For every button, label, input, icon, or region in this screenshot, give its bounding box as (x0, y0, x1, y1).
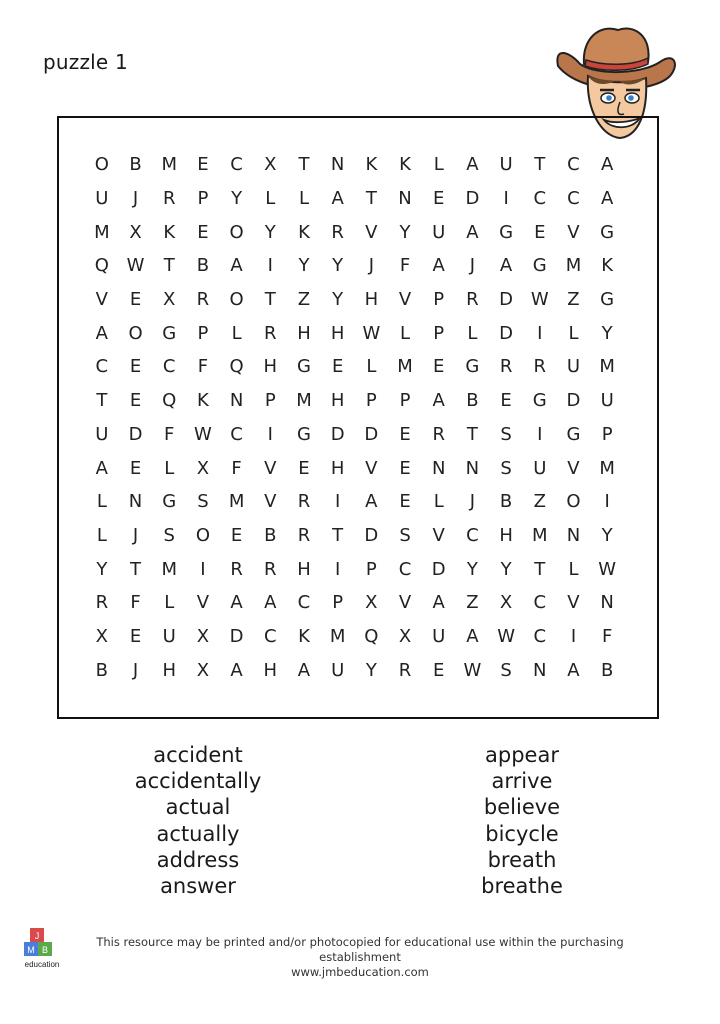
logo-letter-m: M (27, 945, 35, 955)
grid-letter: R (432, 423, 445, 445)
grid-letter: E (500, 390, 512, 412)
grid-letter: I (200, 558, 206, 580)
grid-letter: O (128, 322, 143, 344)
grid-letter: I (537, 423, 543, 445)
grid-letter: C (162, 356, 176, 378)
grid-letter: A (600, 188, 614, 210)
grid-letter: X (196, 659, 210, 681)
grid-letter: C (230, 154, 243, 176)
grid-letter: X (196, 625, 210, 647)
grid-letter: A (297, 659, 311, 681)
grid-letter: R (297, 524, 311, 546)
grid-letter: Y (96, 558, 108, 580)
grid-letter: L (298, 188, 309, 210)
grid-letter: G (600, 289, 615, 311)
grid-letter: P (197, 188, 209, 210)
grid-letter: M (599, 457, 615, 479)
grid-letter: K (298, 221, 310, 243)
word-list-left (98, 742, 298, 899)
grid-letter: G (532, 390, 547, 412)
grid-letter: L (568, 558, 579, 580)
grid-letter: C (297, 592, 311, 614)
grid-letter: R (499, 356, 513, 378)
grid-letter: R (398, 659, 412, 681)
grid-letter: I (267, 255, 273, 277)
grid-letter: A (432, 255, 445, 277)
footer-notice (70, 935, 650, 980)
grid-letter: B (129, 154, 142, 176)
puzzle-title: puzzle 1 (43, 50, 128, 74)
grid-letter: M (161, 154, 177, 176)
grid-letter: B (264, 524, 277, 546)
grid-letter: I (537, 322, 543, 344)
grid-letter: E (433, 356, 445, 378)
grid-letter: Y (298, 255, 310, 277)
grid-letter: X (196, 457, 210, 479)
grid-letter: V (398, 592, 412, 614)
grid-letter: U (95, 188, 109, 210)
grid-letter: U (533, 457, 547, 479)
grid-letter: S (500, 457, 512, 479)
grid-letter: U (432, 221, 446, 243)
grid-letter: M (599, 356, 615, 378)
grid-letter: O (566, 491, 581, 513)
grid-letter: V (365, 457, 378, 479)
grid-letter: G (566, 423, 581, 445)
grid-letter: G (296, 356, 311, 378)
grid-letter: M (94, 221, 110, 243)
word-list-item: accidentally (134, 769, 262, 794)
grid-letter: G (296, 423, 311, 445)
grid-letter: W (463, 659, 482, 681)
grid-letter: E (129, 390, 142, 412)
grid-letter: V (95, 289, 108, 311)
grid-letter: E (197, 154, 209, 176)
grid-letter: B (466, 390, 479, 412)
grid-letter: T (264, 289, 276, 311)
grid-letter: S (197, 491, 209, 513)
grid-letter: P (399, 390, 411, 412)
grid-letter: I (503, 188, 509, 210)
grid-letter: B (600, 659, 614, 681)
logo-letter-j: J (34, 931, 40, 941)
grid-letter: P (433, 289, 445, 311)
grid-letter: J (368, 255, 374, 277)
grid-letter: H (330, 390, 345, 412)
grid-letter: S (163, 524, 175, 546)
grid-letter: T (298, 154, 310, 176)
grid-letter: G (532, 255, 547, 277)
grid-letter: V (432, 524, 445, 546)
grid-letter: N (533, 659, 547, 681)
grid-letter: Y (264, 221, 276, 243)
grid-letter: Q (229, 356, 244, 378)
grid-letter: A (567, 659, 580, 681)
grid-letter: K (163, 221, 176, 243)
grid-letter: B (95, 659, 109, 681)
grid-letter: C (230, 423, 243, 445)
grid-letter: I (570, 625, 577, 647)
grid-letter: N (566, 524, 581, 546)
grid-letter: Y (399, 221, 411, 243)
grid-letter: T (466, 423, 478, 445)
grid-letter: C (567, 188, 580, 210)
grid-letter: A (499, 255, 513, 277)
grid-letter: L (366, 356, 377, 378)
grid-letter: W (194, 423, 212, 445)
grid-letter: Z (297, 289, 311, 311)
grid-letter: C (398, 558, 412, 580)
grid-letter: A (264, 592, 277, 614)
grid-letter: V (567, 592, 580, 614)
grid-letter: P (365, 390, 377, 412)
grid-letter: O (195, 524, 210, 546)
word-list-item: address (156, 847, 240, 872)
grid-letter: G (162, 322, 177, 344)
logo-letter-b: B (41, 945, 49, 955)
grid-letter: C (466, 524, 479, 546)
footer-website: www.jmbeducation.com (291, 965, 429, 979)
word-list-item: appear (485, 743, 559, 767)
grid-letter: I (335, 558, 341, 580)
grid-letter: E (197, 221, 209, 243)
grid-letter: A (432, 390, 445, 412)
grid-letter: R (196, 289, 210, 311)
grid-letter: Y (466, 558, 478, 580)
grid-letter: O (229, 221, 244, 243)
grid-letter: Y (332, 289, 344, 311)
grid-letter: X (398, 625, 412, 647)
grid-letter: R (95, 592, 109, 614)
grid-letter: P (332, 592, 344, 614)
grid-letter: E (230, 524, 243, 546)
grid-letter: H (499, 524, 513, 546)
grid-letter: X (129, 221, 142, 243)
grid-letter: E (399, 423, 411, 445)
word-list-item: arrive (491, 769, 553, 794)
grid-letter: T (365, 188, 377, 210)
grid-letter: Q (94, 255, 109, 277)
grid-letter: P (433, 322, 445, 344)
grid-letter: N (600, 592, 614, 614)
grid-letter: R (533, 356, 547, 378)
grid-letter: M (161, 558, 177, 580)
grid-letter: W (530, 289, 549, 311)
grid-letter: S (399, 524, 411, 546)
grid-letter: L (164, 457, 175, 479)
grid-letter: N (398, 188, 412, 210)
grid-letter: L (568, 322, 579, 344)
grid-letter: U (600, 390, 614, 412)
word-list-item: actually (156, 821, 240, 846)
word-list-item: bicycle (485, 821, 559, 846)
grid-letter: Y (601, 322, 613, 344)
grid-letter: N (330, 154, 345, 176)
grid-letter: S (500, 659, 512, 681)
grid-letter: N (465, 457, 480, 479)
grid-letter: W (598, 558, 617, 580)
grid-letter: A (466, 154, 479, 176)
grid-letter: X (499, 592, 513, 614)
grid-letter: L (400, 322, 411, 344)
grid-letter: L (164, 592, 175, 614)
grid-letter: R (297, 491, 311, 513)
grid-letter: T (163, 255, 175, 277)
grid-letter: L (265, 188, 276, 210)
grid-letter: W (362, 322, 381, 344)
grid-letter: J (132, 524, 139, 546)
grid-letter: L (231, 322, 242, 344)
grid-letter: N (229, 390, 244, 412)
grid-letter: X (264, 154, 277, 176)
grid-letter: C (263, 625, 277, 647)
grid-letter: U (331, 659, 345, 681)
grid-letter: B (499, 491, 513, 513)
grid-letter: V (567, 457, 580, 479)
word-list-item: accident (153, 743, 243, 767)
grid-letter: E (433, 659, 445, 681)
grid-letter: P (264, 390, 276, 412)
grid-letter: T (96, 390, 108, 412)
grid-letter: D (566, 390, 581, 412)
grid-letter: X (163, 289, 176, 311)
grid-letter: V (196, 592, 210, 614)
grid-letter: D (229, 625, 244, 647)
grid-letter: U (432, 625, 446, 647)
grid-letter: D (364, 423, 379, 445)
grid-letter: J (132, 659, 139, 681)
grid-letter: U (95, 423, 109, 445)
grid-letter: G (465, 356, 480, 378)
grid-letter: M (228, 491, 245, 513)
grid-letter: E (129, 289, 142, 311)
grid-letter: Z (533, 491, 546, 513)
grid-letter: M (296, 390, 312, 412)
grid-letter: A (230, 255, 243, 277)
grid-letter: U (162, 625, 176, 647)
grid-letter: L (433, 154, 444, 176)
word-list-item: believe (483, 795, 561, 820)
grid-letter: L (96, 491, 107, 513)
grid-letter: X (365, 592, 378, 614)
grid-letter: R (466, 289, 479, 311)
jmb-education-logo-icon (20, 928, 64, 970)
grid-letter: A (466, 221, 479, 243)
grid-letter: M (397, 356, 413, 378)
grid-letter: C (533, 188, 547, 210)
grid-letter: M (565, 255, 582, 277)
grid-letter: I (604, 491, 610, 513)
grid-letter: G (600, 221, 615, 243)
grid-letter: V (264, 491, 277, 513)
grid-letter: C (533, 625, 547, 647)
word-list-item: answer (160, 874, 236, 899)
grid-letter: K (298, 625, 310, 647)
grid-letter: N (128, 491, 143, 513)
grid-letter: K (365, 154, 378, 176)
grid-letter: K (601, 255, 614, 277)
grid-letter: K (197, 390, 209, 412)
grid-letter: G (499, 221, 514, 243)
grid-letter: Z (567, 289, 580, 311)
grid-letter: R (162, 188, 176, 210)
grid-letter: A (95, 457, 108, 479)
grid-letter: L (467, 322, 478, 344)
grid-letter: A (466, 625, 479, 647)
grid-letter: V (567, 221, 580, 243)
grid-letter: Y (500, 558, 512, 580)
grid-letter: O (229, 289, 244, 311)
letter-grid (85, 148, 624, 687)
grid-letter: A (95, 322, 108, 344)
grid-letter: N (431, 457, 446, 479)
grid-letter: I (267, 423, 273, 445)
grid-letter: F (231, 457, 242, 479)
grid-letter: D (330, 423, 345, 445)
grid-letter: V (365, 221, 378, 243)
grid-letter: H (297, 322, 311, 344)
grid-letter: A (365, 491, 378, 513)
grid-letter: A (331, 188, 344, 210)
grid-letter: E (534, 221, 546, 243)
grid-letter: I (335, 491, 341, 513)
grid-letter: A (230, 659, 243, 681)
grid-letter: R (264, 322, 277, 344)
grid-letter: F (601, 625, 613, 647)
grid-letter: H (330, 457, 345, 479)
grid-letter: Q (364, 625, 379, 647)
grid-letter: T (130, 558, 142, 580)
grid-letter: Z (466, 592, 479, 614)
grid-letter: T (332, 524, 344, 546)
grid-letter: H (263, 356, 278, 378)
grid-letter: A (230, 592, 243, 614)
grid-letter: R (264, 558, 277, 580)
grid-letter: C (95, 356, 109, 378)
grid-letter: R (230, 558, 243, 580)
grid-letter: H (162, 659, 176, 681)
grid-letter: M (329, 625, 346, 647)
grid-letter: V (398, 289, 412, 311)
word-list-item: breath (487, 847, 557, 872)
logo-text: education (24, 960, 60, 969)
grid-letter: P (601, 423, 613, 445)
grid-letter: F (197, 356, 209, 378)
word-list-right (422, 742, 622, 899)
grid-letter: Y (601, 524, 613, 546)
grid-letter: K (399, 154, 411, 176)
grid-letter: C (567, 154, 580, 176)
grid-letter: B (196, 255, 210, 277)
word-list-item: actual (165, 795, 231, 820)
grid-letter: M (532, 524, 548, 546)
grid-letter: J (132, 188, 139, 210)
grid-letter: U (566, 356, 581, 378)
grid-letter: G (162, 491, 177, 513)
footer-line-1: This resource may be printed and/or photocopied for educational use within the purchasing establishment (96, 935, 624, 964)
grid-letter: T (534, 558, 546, 580)
grid-letter: F (399, 255, 411, 277)
grid-letter: E (399, 457, 411, 479)
word-list-item: breathe (481, 874, 563, 899)
grid-letter: T (534, 154, 546, 176)
grid-letter: V (264, 457, 277, 479)
grid-letter: L (96, 524, 107, 546)
grid-letter: C (533, 592, 547, 614)
grid-letter: D (431, 558, 446, 580)
grid-letter: H (364, 289, 379, 311)
word-search-box (57, 116, 659, 719)
grid-letter: O (94, 154, 109, 176)
grid-letter: J (469, 255, 476, 277)
grid-letter: W (126, 255, 145, 277)
grid-letter: E (298, 457, 310, 479)
grid-letter: Q (162, 390, 177, 412)
grid-letter: J (469, 491, 476, 513)
grid-letter: L (433, 491, 444, 513)
grid-letter: D (465, 188, 480, 210)
grid-letter: A (600, 154, 614, 176)
grid-letter: H (263, 659, 278, 681)
grid-letter: D (499, 322, 514, 344)
grid-letter: D (128, 423, 143, 445)
grid-letter: Y (365, 659, 377, 681)
grid-letter: P (197, 322, 209, 344)
grid-letter: H (330, 322, 345, 344)
grid-letter: S (500, 423, 512, 445)
grid-letter: E (331, 356, 344, 378)
grid-letter: Y (332, 255, 344, 277)
grid-letter: E (129, 625, 142, 647)
grid-letter: P (365, 558, 377, 580)
grid-letter: F (164, 423, 175, 445)
grid-letter: F (130, 592, 141, 614)
grid-letter: R (331, 221, 344, 243)
grid-letter: D (499, 289, 514, 311)
grid-letter: E (399, 491, 411, 513)
grid-letter: E (129, 356, 142, 378)
grid-letter: W (497, 625, 515, 647)
grid-letter: U (499, 154, 513, 176)
grid-letter: Y (231, 188, 243, 210)
grid-letter: D (364, 524, 379, 546)
grid-letter: A (432, 592, 445, 614)
grid-letter: E (433, 188, 445, 210)
grid-letter: H (297, 558, 311, 580)
grid-letter: E (129, 457, 142, 479)
grid-letter: X (95, 625, 109, 647)
